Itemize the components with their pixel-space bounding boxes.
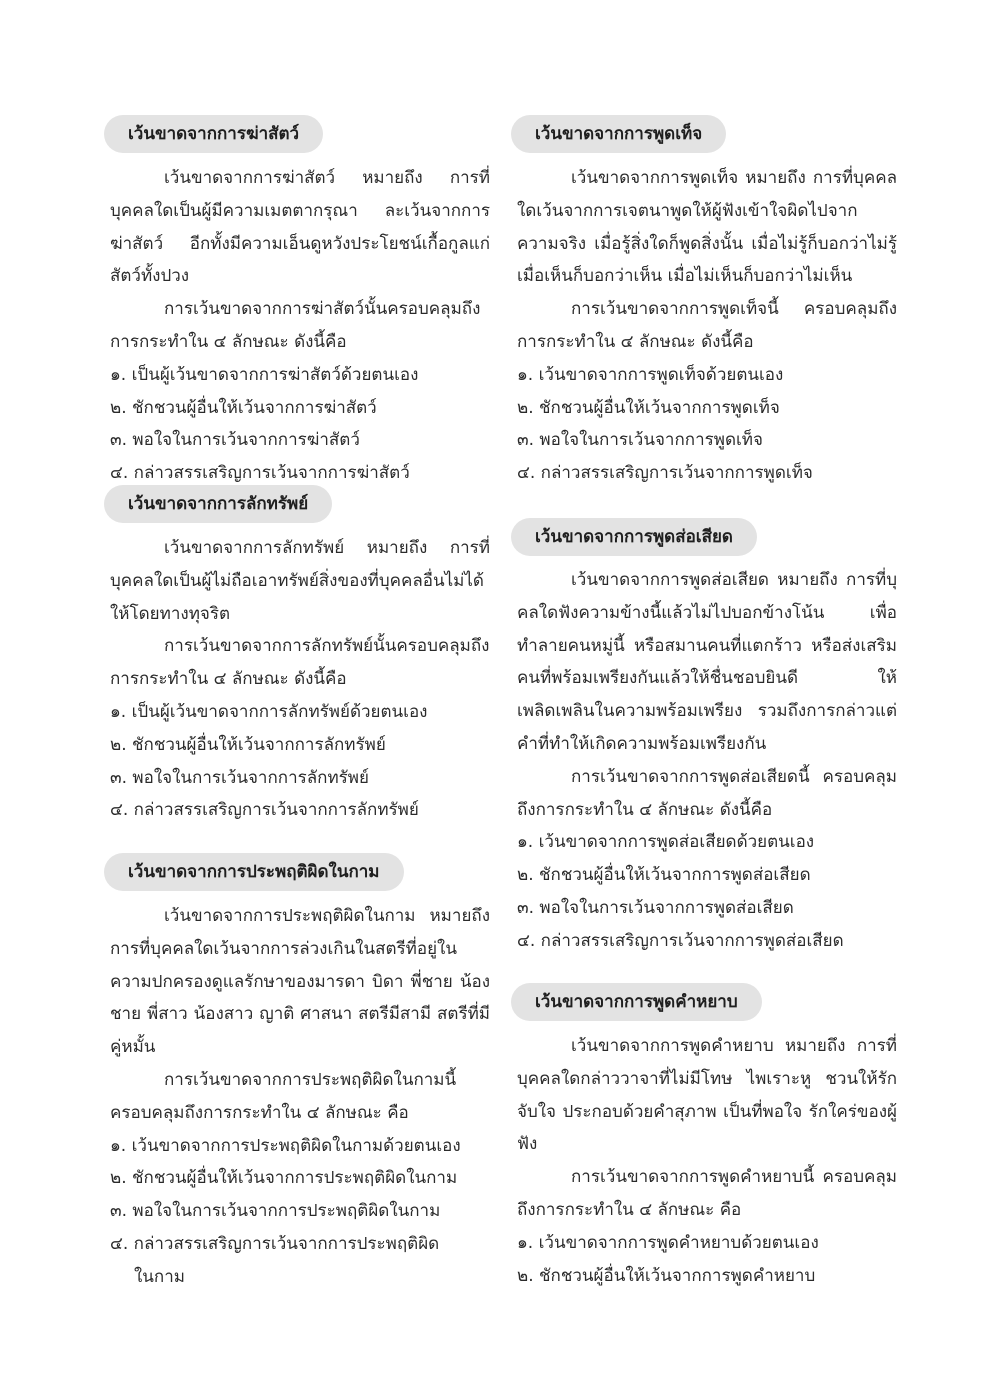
definition-paragraph: เว้นขาดจากการลักทรัพย์ หมายถึง การที่บุคคลใดเป็นผู้ไม่ถือเอาทรัพย์สิ่งของที่บุคคลอื่นไม่ได้ให้โดยทางทุจริต — [110, 538, 490, 624]
section-body — [110, 162, 490, 490]
scope-paragraph: การเว้นขาดจากการพูดส่อเสียดนี้ ครอบคลุมถึงการกระทำใน ๔ ลักษณะ ดังนี้คือ — [517, 766, 897, 820]
section-heading: เว้นขาดจากการพูดส่อเสียด — [511, 518, 757, 556]
list-item: ๔. กล่าวสรรเสริญการเว้นจากการประพฤติผิด — [110, 1233, 440, 1254]
list-item: ๔. กล่าวสรรเสริญการเว้นจากการพูดเท็จ — [517, 463, 813, 484]
section-body — [517, 1030, 897, 1292]
list-item: ๒. ชักชวนผู้อื่นให้เว้นจากการประพฤติผิดในกาม — [110, 1168, 458, 1189]
section-heading: เว้นขาดจากการฆ่าสัตว์ — [104, 115, 323, 153]
list-item: ๑. เว้นขาดจากการประพฤติผิดในกามด้วยตนเอง — [110, 1135, 461, 1156]
scope-paragraph: การเว้นขาดจากการพูดเท็จนี้ ครอบคลุมถึงการกระทำใน ๔ ลักษณะ ดังนี้คือ — [517, 299, 897, 352]
list-item: ๔. กล่าวสรรเสริญการเว้นจากการพูดส่อเสียด — [517, 930, 844, 951]
list-item: ๑. เป็นผู้เว้นขาดจากการฆ่าสัตว์ด้วยตนเอง — [110, 364, 419, 385]
list-item: ๑. เว้นขาดจากการพูดเท็จด้วยตนเอง — [517, 364, 784, 385]
list-item: ๑. เว้นขาดจากการพูดส่อเสียดด้วยตนเอง — [517, 832, 815, 853]
list-item: ๒. ชักชวนผู้อื่นให้เว้นจากการพูดคำหยาบ — [517, 1265, 816, 1286]
definition-paragraph: เว้นขาดจากการพูดส่อเสียด หมายถึง การที่บุคลใดฟังความข้างนี้แล้วไม่ไปบอกข้างโน้น เพื่อทำลายคนหมู่นี้ หรือสมานคนที่แตกร้าว หรือส่งเสริมคนที่พร้อมเพรียงกันแล้วให้ชื่นชอบยินดี ให้เพลิดเพลินในความพร้อมเพรียง รวมถึงการกล่าวแต่คำที่ทำให้เกิดความพร้อมเพรียงกัน — [517, 570, 897, 754]
list-item: ๑. เป็นผู้เว้นขาดจากการลักทรัพย์ด้วยตนเอง — [110, 701, 428, 722]
section-body — [110, 532, 490, 827]
list-item: ๒. ชักชวนผู้อื่นให้เว้นจากการพูดเท็จ — [517, 397, 780, 418]
section-heading: เว้นขาดจากการประพฤติผิดในกาม — [104, 853, 404, 891]
list-item: ๑. เว้นขาดจากการพูดคำหยาบด้วยตนเอง — [517, 1232, 819, 1253]
section-body — [517, 564, 897, 958]
definition-paragraph: เว้นขาดจากการประพฤติผิดในกาม หมายถึง การที่บุคคลใดเว้นจากการล่วงเกินในสตรีที่อยู่ในความปกครองดูแลรักษาของมารดา บิดา พี่ชาย น้องชาย พี่สาว น้องสาว ญาติ ศาสนา สตรีมีสามี สตรีที่มีคู่หมั้น — [110, 906, 490, 1058]
scope-paragraph: การเว้นขาดจากการลักทรัพย์นั้นครอบคลุมถึงการกระทำใน ๔ ลักษณะ ดังนี้คือ — [110, 636, 490, 690]
definition-paragraph: เว้นขาดจากการฆ่าสัตว์ หมายถึง การที่บุคคลใดเป็นผู้มีความเมตตากรุณา ละเว้นจากการฆ่าสัตว์ อีกทั้งมีความเอ็นดูหวังประโยชน์เกื้อกูลแก่สัตว์ทั้งปวง — [110, 168, 490, 287]
list-item: ๓. พอใจในการเว้นจากการพูดส่อเสียด — [517, 897, 794, 918]
list-item: ๓. พอใจในการเว้นจากการลักทรัพย์ — [110, 767, 369, 788]
section-heading: เว้นขาดจากการลักทรัพย์ — [104, 485, 332, 523]
list-item: ๓. พอใจในการเว้นจากการฆ่าสัตว์ — [110, 430, 360, 451]
list-item-continuation: ในกาม — [134, 1266, 185, 1287]
section-body — [517, 162, 897, 490]
definition-paragraph: เว้นขาดจากการพูดคำหยาบ หมายถึง การที่บุคคลใดกล่าววาจาที่ไม่มีโทษ ไพเราะหู ชวนให้รัก จับใจ ประกอบด้วยคำสุภาพ เป็นที่พอใจ รักใคร่ของผู้ฟัง — [517, 1036, 897, 1155]
list-item: ๒. ชักชวนผู้อื่นให้เว้นจากการฆ่าสัตว์ — [110, 397, 377, 418]
list-item: ๓. พอใจในการเว้นจากการพูดเท็จ — [517, 430, 763, 451]
list-item: ๒. ชักชวนผู้อื่นให้เว้นจากการพูดส่อเสียด — [517, 865, 811, 886]
definition-paragraph: เว้นขาดจากการพูดเท็จ หมายถึง การที่บุคคลใดเว้นจากการเจตนาพูดให้ผู้ฟังเข้าใจผิดไปจากความจริง เมื่อรู้สิ่งใดก็พูดสิ่งนั้น เมื่อไม่รู้ก็บอกว่าไม่รู้ เมื่อเห็นก็บอกว่าเห็น เมื่อไม่เห็นก็บอกว่าไม่เห็น — [517, 168, 897, 287]
list-item: ๔. กล่าวสรรเสริญการเว้นจากการลักทรัพย์ — [110, 800, 419, 821]
section-heading: เว้นขาดจากการพูดคำหยาบ — [511, 983, 762, 1021]
list-item: ๒. ชักชวนผู้อื่นให้เว้นจากการลักทรัพย์ — [110, 734, 386, 755]
scope-paragraph: การเว้นขาดจากการพูดคำหยาบนี้ ครอบคลุมถึงการกระทำใน ๔ ลักษณะ คือ — [517, 1167, 897, 1220]
list-item: ๔. กล่าวสรรเสริญการเว้นจากการฆ่าสัตว์ — [110, 463, 410, 484]
scope-paragraph: การเว้นขาดจากการฆ่าสัตว์นั้นครอบคลุมถึงการกระทำใน ๔ ลักษณะ ดังนี้คือ — [110, 299, 481, 352]
section-heading: เว้นขาดจากการพูดเท็จ — [511, 115, 726, 153]
section-body — [110, 900, 490, 1294]
scope-paragraph: การเว้นขาดจากการประพฤติผิดในกามนี้ครอบคลุมถึงการกระทำใน ๔ ลักษณะ คือ — [110, 1069, 457, 1123]
list-item: ๓. พอใจในการเว้นจากการประพฤติผิดในกาม — [110, 1201, 441, 1222]
